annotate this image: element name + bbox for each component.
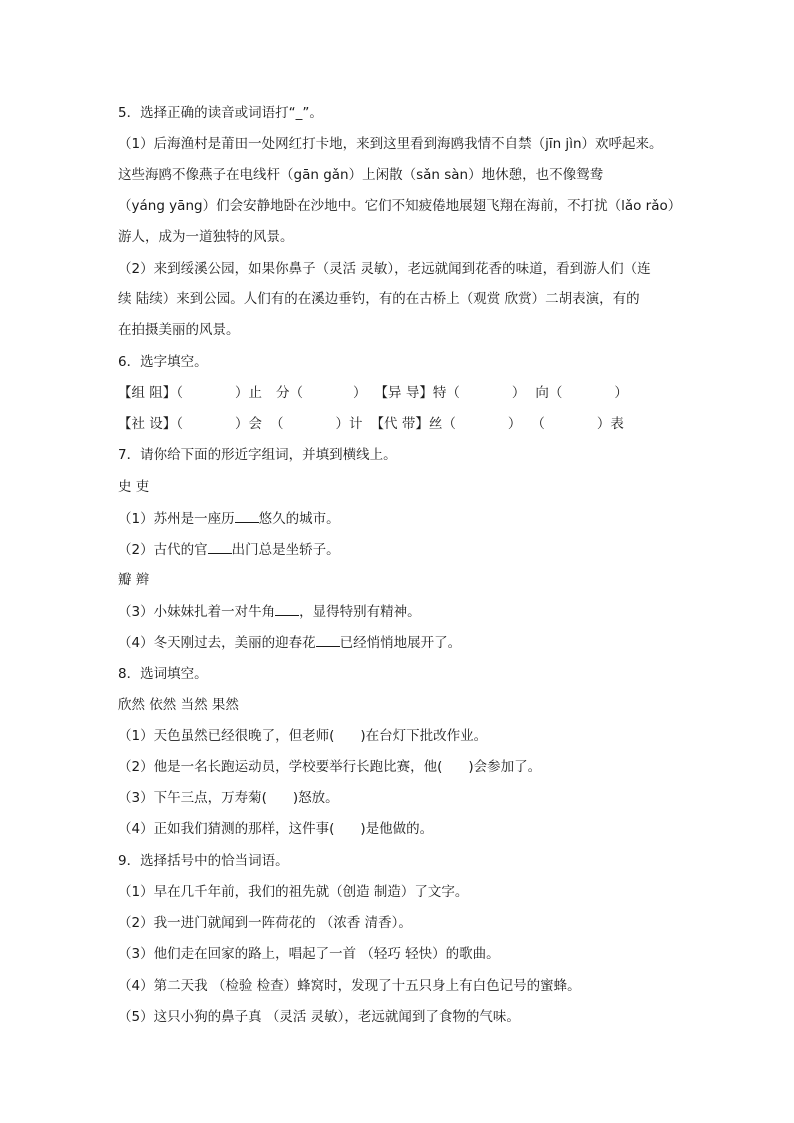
q9-sentence-3: （3）他们走在回家的路上，唱起了一首 （轻巧 轻快）的歌曲。	[118, 946, 500, 962]
q9-title: 9．选择括号中的恰当词语。	[118, 853, 289, 869]
q5-title: 5．选择正确的读音或词语打“_”。	[118, 105, 323, 121]
answer-blank[interactable]	[316, 633, 340, 647]
q8-title: 8．选词填空。	[118, 666, 208, 682]
q8-sentence-1: （1）天色虽然已经很晚了，但老师( )在台灯下批改作业。	[118, 728, 488, 744]
q9-sentence-4: （4）第二天我 （检验 检查）蜂窝时，发现了十五只身上有白色记号的蜜蜂。	[118, 978, 581, 994]
q8-word-bank: 欣然 依然 当然 果然	[118, 697, 239, 713]
q6-r1-g1-label: 【组 阻】	[118, 385, 177, 401]
q6-row1: 【组 阻】（ ）止 分（ ） 【异 导】特（ ） 向（ ）	[118, 385, 628, 401]
q6-row2: 【社 设】（ ）会 （ ）计 【代 带】丝（ ） （ ）表	[118, 416, 624, 432]
q9-sentence-2: （2）我一进门就闻到一阵荷花的 （浓香 清香）。	[118, 915, 412, 931]
answer-blank[interactable]	[208, 540, 232, 554]
q6-title: 6．选字填空。	[118, 354, 208, 370]
q6-r2-g1-label: 【社 设】	[118, 416, 177, 432]
q5-p1-line2: 这些海鸥不像燕子在电线杆（gān gǎn）上闲散（sǎn sàn）地休憩，也不像鸳鸯	[118, 167, 604, 183]
q9-sentence-1: （1）早在几千年前，我们的祖先就（创造 制造）了文字。	[118, 884, 469, 900]
q8-sentence-4: （4）正如我们猜测的那样，这件事( )是他做的。	[118, 821, 434, 837]
q7-sentence-4: （4）冬天刚过去，美丽的迎春花 已经悄悄地展开了。	[118, 635, 462, 651]
q7-sentence-1: （1）苏州是一座历 悠久的城市。	[118, 511, 340, 527]
q7-sentence-3: （3）小妹妹扎着一对牛角 ，显得特别有精神。	[118, 604, 421, 620]
q7-char-pair-1: 史 吏	[118, 479, 150, 495]
answer-blank[interactable]	[275, 602, 299, 616]
answer-blank[interactable]	[235, 509, 259, 523]
q5-p2-line2: 续 陆续）来到公园。人们有的在溪边垂钓，有的在古桥上（观赏 欣赏）二胡表演，有的	[118, 291, 640, 307]
q5-p1-line4: 游人，成为一道独特的风景。	[118, 229, 294, 245]
q7-sentence-2: （2）古代的官 出门总是坐轿子。	[118, 542, 340, 558]
q6-r2-g2-label: 【代 带】	[370, 416, 429, 432]
q7-title: 7．请你给下面的形近字组词，并填到横线上。	[118, 447, 397, 463]
q8-sentence-3: （3）下午三点，万寿菊( )怒放。	[118, 790, 339, 806]
q5-p2-line3: 在拍摄美丽的风景。	[118, 322, 240, 338]
q8-sentence-2: （2）他是一名长跑运动员，学校要举行长跑比赛，他( )会参加了。	[118, 759, 542, 775]
q7-char-pair-2: 瓣 辫	[118, 572, 150, 588]
q6-r1-g2-label: 【异 导】	[374, 385, 433, 401]
q5-p2-line1: （2）来到绥溪公园，如果你鼻子（灵活 灵敏），老远就闻到花香的味道，看到游人们（连	[118, 261, 651, 277]
q9-sentence-5: （5）这只小狗的鼻子真 （灵活 灵敏），老远就闻到了食物的气味。	[118, 1009, 520, 1025]
q5-p1-line1: （1）后海渔村是莆田一处网红打卡地，来到这里看到海鸥我情不自禁（jīn jìn）欢呼起来。	[118, 136, 663, 152]
q5-p1-line3: （yáng yāng）们会安静地卧在沙地中。它们不知疲倦地展翅飞翔在海前，不打扰（lǎo rǎo）	[118, 198, 682, 214]
